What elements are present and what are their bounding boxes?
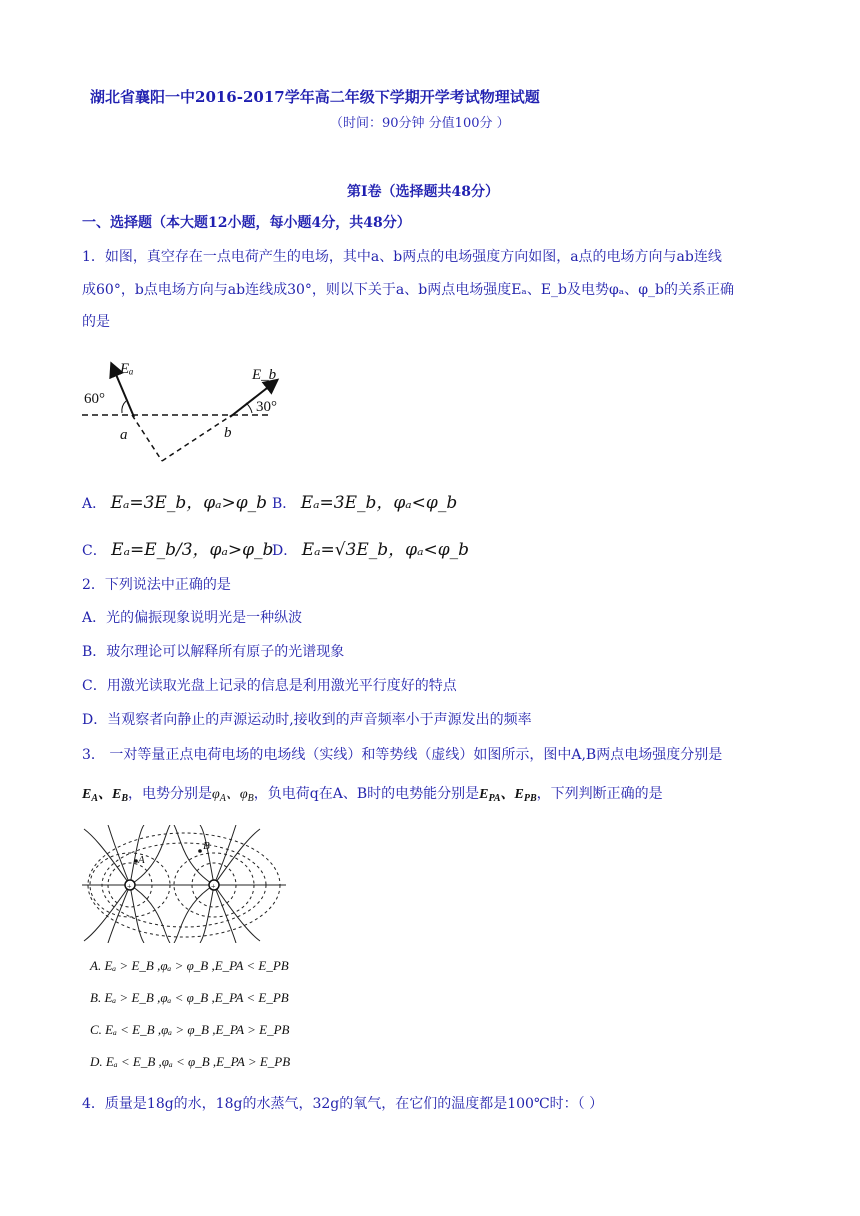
q3-option-b: B. Eₐ > E_B ,φₐ < φ_B ,E_PA < E_PB [90, 990, 289, 1005]
section-heading: 第Ⅰ卷（选择题共48分） [347, 184, 500, 200]
q1-option-c: C． Eₐ=E_b/3，φₐ>φ_b [82, 540, 274, 560]
paper-subtitle: （时间：90分钟 分值100分 ） [330, 116, 510, 131]
q2-option-c: C．用激光读取光盘上记录的信息是利用激光平行度好的特点 [82, 678, 457, 694]
q2-stem: 2．下列说法中正确的是 [82, 577, 231, 593]
q3-option-c: C. Eₐ < E_B ,φₐ > φ_B ,E_PA > E_PB [90, 1022, 290, 1037]
q1-stem-line2: 成60°，b点电场方向与ab连线成30°，则以下关于a、b两点电场强度Eₐ、E_b及电势φₐ、φ_b的关系正确 [82, 282, 734, 298]
q4-stem: 4．质量是18g的水，18g的水蒸气，32g的氧气，在它们的温度都是100℃时：（ ） [82, 1096, 604, 1112]
q3-option-d: D. Eₐ < E_B ,φₐ < φ_B ,E_PA > E_PB [90, 1054, 291, 1069]
dashed-line-b [162, 415, 232, 461]
q2-option-d: D．当观察者向静止的声源运动时,接收到的声音频率小于声源发出的频率 [82, 712, 532, 728]
point-b-label: b [224, 425, 232, 441]
svg-text:+: + [127, 882, 132, 891]
q1-option-d: D． Eₐ=√3E_b，φₐ<φ_b [272, 540, 469, 560]
q1-stem-line3: 的是 [82, 314, 110, 330]
q1-option-a: A． Eₐ=3E_b，φₐ>φ_b [82, 493, 268, 513]
angle-30-label: 30° [256, 399, 277, 415]
angle-60-label: 60° [84, 391, 105, 407]
ea-label: Eₐ [120, 361, 134, 377]
q1-option-b: B． Eₐ=3E_b，φₐ<φ_b [272, 493, 458, 513]
point-a-label: a [120, 427, 128, 443]
q3-figure [82, 825, 287, 943]
point-B-label: B [203, 840, 210, 852]
paper-title: 湖北省襄阳一中2016-2017学年高二年级下学期开学考试物理试题 [90, 88, 540, 106]
svg-text:+: + [211, 882, 216, 891]
dashed-line-a [132, 415, 162, 461]
q3-stem-line1: 3． 一对等量正点电荷电场的电场线（实线）和等势线（虚线）如图所示，图中A,B两点电场强度分别是 [82, 747, 723, 763]
q2-option-b: B．玻尔理论可以解释所有原子的光谱现象 [82, 644, 345, 660]
part-title: 一、选择题（本大题12小题，每小题4分，共48分） [82, 215, 411, 231]
eb-label: E_b [252, 367, 277, 383]
q1-stem-line1: 1．如图，真空存在一点电荷产生的电场，其中a、b两点的电场强度方向如图，a点的电场方向与ab连线 [82, 249, 722, 265]
q3-stem-line2: $E_A$、$E_B$，电势分别是$\varphi_A$、$\varphi_B$，负电荷q在A、B时的电势能分别是$E_{PA}$、$E_{PB}$，下列判断正确的是 [82, 786, 663, 804]
q3-option-a: A. Eₐ > E_B ,φₐ > φ_B ,E_PA < E_PB [90, 958, 289, 973]
point-A-label: A [138, 854, 145, 866]
q1-figure [82, 355, 292, 467]
q2-option-a: A．光的偏振现象说明光是一种纵波 [82, 610, 303, 626]
